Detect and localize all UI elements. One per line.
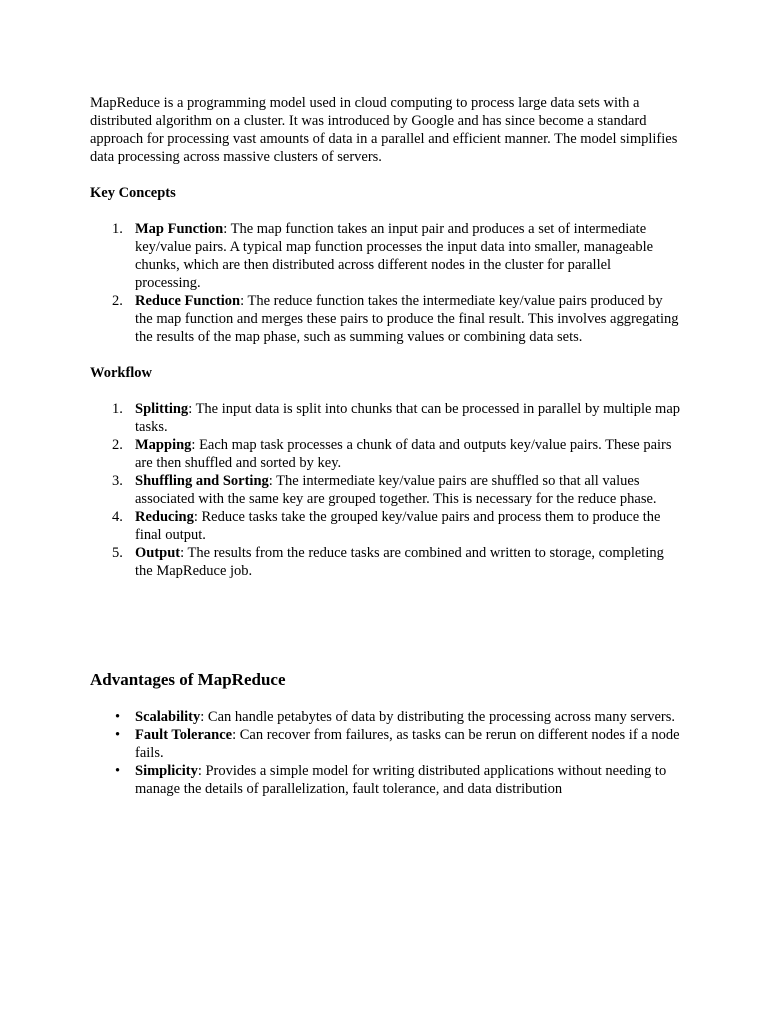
item-text: : Provides a simple model for writing distributed applications without needing to manage the details of parallelization, fault tolerance, and data distribution (135, 763, 667, 797)
term-output: Output (135, 545, 181, 561)
term-shuffling-sorting: Shuffling and Sorting (135, 473, 269, 489)
list-item (90, 400, 680, 436)
term-scalability: Scalability (135, 709, 201, 725)
item-text: : Can handle petabytes of data by distributing the processing across many servers. (200, 709, 676, 725)
list-item (90, 726, 680, 762)
item-text: : The intermediate key/value pairs are shuffled so that all values associated with the same key are grouped together. This is necessary for the reduce phase. (135, 473, 657, 507)
bullet-icon: • (115, 763, 121, 779)
term-fault-tolerance: Fault Tolerance (135, 727, 233, 743)
workflow-heading: Workflow (90, 365, 153, 381)
list-item (90, 762, 680, 798)
item-text: : Reduce tasks take the grouped key/value pairs and process them to produce the final output. (135, 509, 661, 543)
list-number: 3. (112, 473, 123, 489)
list-item (90, 472, 680, 508)
item-text: : The map function takes an input pair and produces a set of intermediate key/value pairs. A typical map function processes the input data into smaller, manageable chunks, which are then distributed across different nodes in the cluster for parallel processing. (135, 221, 654, 291)
list-number: 5. (112, 545, 123, 561)
list-number: 1. (112, 221, 123, 237)
term-simplicity: Simplicity (135, 763, 198, 779)
item-text: : The results from the reduce tasks are combined and written to storage, completing the MapReduce job. (135, 545, 664, 579)
list-item (90, 292, 680, 346)
list-number: 1. (112, 401, 123, 417)
term-mapping: Mapping (135, 437, 192, 453)
item-text: : Each map task processes a chunk of data and outputs key/value pairs. These pairs are then shuffled and sorted by key. (135, 437, 672, 471)
list-item (90, 544, 680, 580)
advantages-list (90, 708, 680, 798)
list-item (90, 508, 680, 544)
item-text: : The input data is split into chunks that can be processed in parallel by multiple map tasks. (135, 401, 681, 435)
bullet-icon: • (115, 709, 121, 725)
intro-paragraph: MapReduce is a programming model used in cloud computing to process large data sets with a distributed algorithm on a cluster. It was introduced by Google and has since become a standard approach for processing vast amounts of data in a parallel and efficient manner. The model simplifies data processing across massive clusters of servers. (90, 95, 678, 165)
list-item (90, 220, 680, 292)
bullet-icon: • (115, 727, 121, 743)
list-number: 2. (112, 437, 123, 453)
workflow-list (90, 400, 680, 580)
key-concepts-list (90, 220, 680, 346)
item-text: : The reduce function takes the intermediate key/value pairs produced by the map function and merges these pairs to produce the final result. This involves aggregating the results of the map phase, such as summing values or combining data sets. (135, 293, 679, 345)
term-reducing: Reducing (135, 509, 194, 525)
advantages-heading: Advantages of MapReduce (90, 670, 286, 689)
item-text: : Can recover from failures, as tasks can be rerun on different nodes if a node fails. (135, 727, 680, 761)
list-number: 2. (112, 293, 123, 309)
key-concepts-heading: Key Concepts (90, 185, 176, 201)
term-reduce-function: Reduce Function (135, 293, 241, 309)
term-splitting: Splitting (135, 401, 189, 417)
list-item (90, 436, 680, 472)
document-page (90, 94, 680, 798)
term-map-function: Map Function (135, 221, 224, 237)
list-item (90, 708, 680, 726)
list-number: 4. (112, 509, 123, 525)
